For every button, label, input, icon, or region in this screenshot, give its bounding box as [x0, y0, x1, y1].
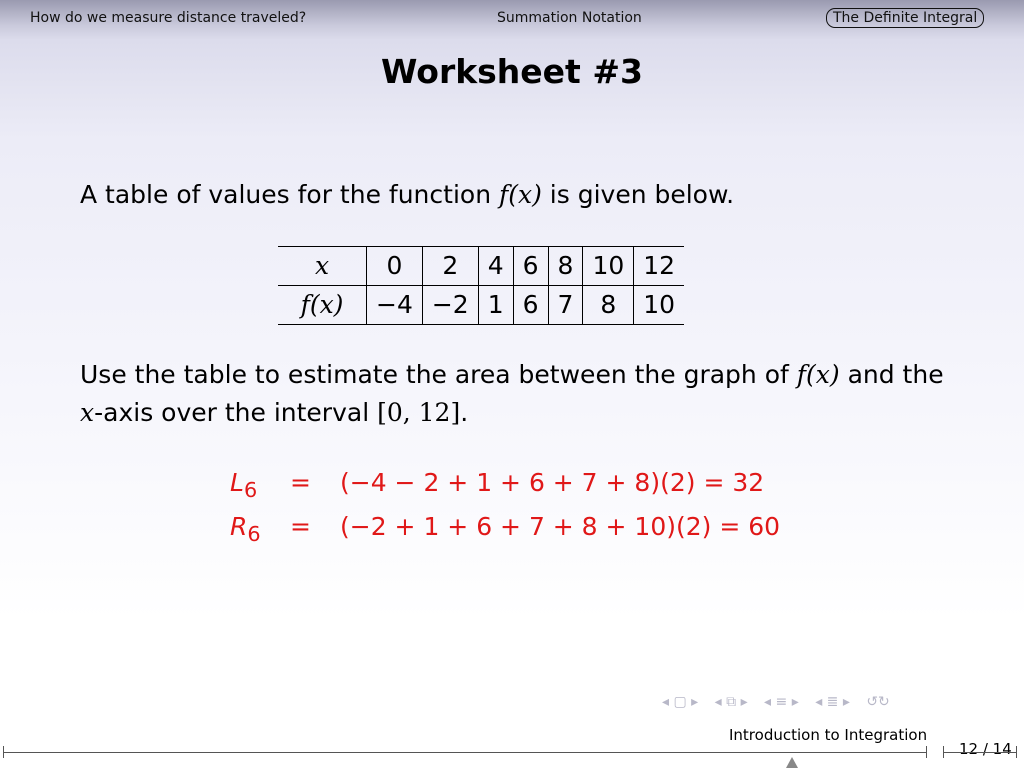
- right-sum-equation: [0, 512, 1024, 552]
- question-part2: and the: [839, 360, 944, 389]
- progress-marker-icon: [786, 757, 798, 768]
- table-row-fx: [278, 286, 684, 325]
- table-cell: 7: [548, 286, 583, 325]
- question-part3: -axis over the interval: [94, 398, 378, 427]
- table-cell: 0: [367, 247, 423, 286]
- table-cell: 6: [513, 247, 548, 286]
- right-sum-label: [230, 512, 261, 546]
- right-sum-expression: (−2 + 1 + 6 + 7 + 8 + 10)(2) = 60: [340, 512, 781, 541]
- page-line: [943, 752, 1016, 753]
- question-axis-var: x: [80, 398, 95, 427]
- left-sum-label: [230, 468, 257, 502]
- table-cell: 2: [422, 247, 478, 286]
- footer-title: Introduction to Integration: [729, 726, 928, 744]
- page-line-start-tick: [943, 746, 944, 758]
- question-function: f(x): [796, 360, 840, 389]
- question-interval: [0, 12]: [377, 398, 461, 427]
- nav-section-definite-integral[interactable]: The Definite Integral: [826, 8, 984, 28]
- section-nav-icon[interactable]: ◂ ≡ ▸: [764, 694, 799, 710]
- intro-function: f(x): [498, 180, 542, 209]
- frame-nav-icon[interactable]: ◂ ▢ ▸: [662, 694, 699, 710]
- table-cell: −4: [367, 286, 423, 325]
- progress-line: [3, 752, 926, 753]
- page-number: 12 / 14: [959, 740, 1012, 758]
- nav-section-distance[interactable]: How do we measure distance traveled?: [30, 10, 307, 26]
- beamer-navigation-symbols: [662, 694, 902, 710]
- left-sum-expression: (−4 − 2 + 1 + 6 + 7 + 8)(2) = 32: [340, 468, 765, 497]
- right-sum-letter: R: [230, 512, 248, 541]
- left-sum-subscript: 6: [243, 478, 258, 502]
- table-cell: 10: [583, 247, 634, 286]
- table-cell: 6: [513, 286, 548, 325]
- progress-line-start-tick: [3, 746, 4, 758]
- table-row-label-x: x: [278, 247, 367, 286]
- table-row-label-fx: f(x): [278, 286, 367, 325]
- left-sum-equation: [0, 468, 1024, 508]
- intro-prefix: A table of values for the function: [80, 180, 499, 209]
- table-row-x: [278, 247, 684, 286]
- nav-section-summation[interactable]: Summation Notation: [497, 10, 642, 26]
- equals-sign: =: [290, 468, 311, 497]
- table-cell: 12: [634, 247, 684, 286]
- left-sum-letter: L: [230, 468, 244, 497]
- table-cell: 1: [478, 286, 513, 325]
- question-text: [80, 356, 960, 432]
- slide-title: Worksheet #3: [381, 52, 643, 91]
- intro-text: [80, 176, 734, 214]
- question-end: .: [460, 398, 469, 427]
- equals-sign: =: [290, 512, 311, 541]
- intro-suffix: is given below.: [541, 180, 735, 209]
- subsection-nav-icon[interactable]: ◂ ⧉ ▸: [714, 694, 748, 710]
- table-cell: 8: [548, 247, 583, 286]
- right-sum-subscript: 6: [247, 522, 261, 546]
- table-cell: 4: [478, 247, 513, 286]
- table-cell: 10: [634, 286, 684, 325]
- question-part1: Use the table to estimate the area between the graph of: [80, 360, 797, 389]
- table-cell: 8: [583, 286, 634, 325]
- table-cell: −2: [422, 286, 478, 325]
- search-nav-icon[interactable]: ↺↻: [866, 694, 890, 710]
- document-nav-icon[interactable]: ◂ ≣ ▸: [815, 694, 850, 710]
- progress-line-end-tick: [926, 746, 927, 758]
- page-line-end-tick: [1016, 746, 1017, 758]
- values-table: [278, 246, 684, 325]
